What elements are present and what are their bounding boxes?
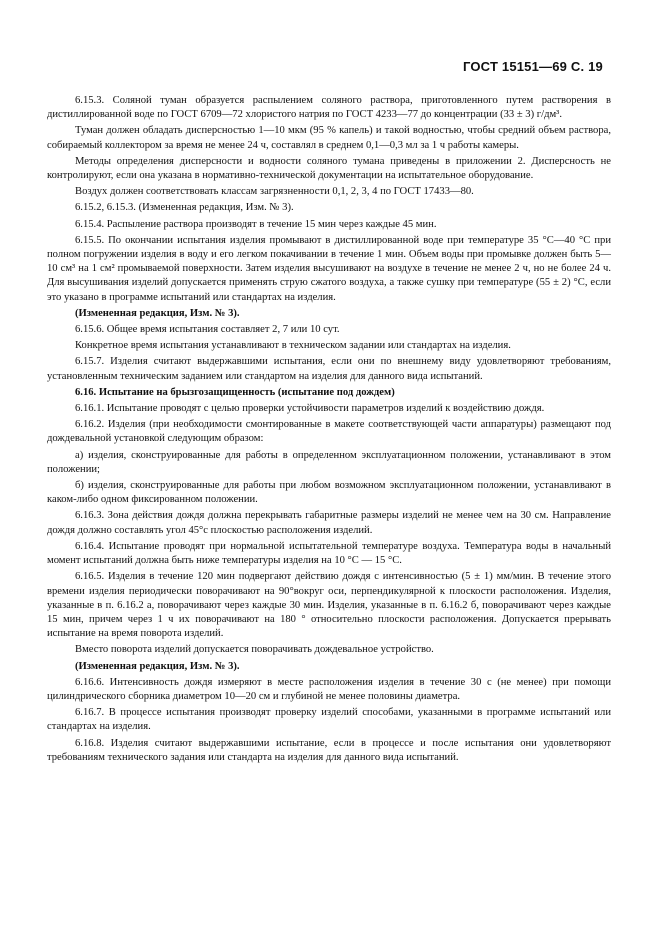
document-body bbox=[47, 94, 611, 767]
paragraph: 6.15.6. Общее время испытания составляет 2, 7 или 10 сут. bbox=[75, 324, 340, 336]
page-header: ГОСТ 15151—69 С. 19 bbox=[462, 59, 603, 74]
paragraph: Вместо поворота изделий допускается поворачивать дождевальное устройство. bbox=[75, 644, 434, 656]
paragraph: 6.16.4. Испытание проводят при нормальной испытательной температуре воздуха. Температура воды в начальный момент испытаний должна быть ниже температуры изделия на 10 °С — 15 °С. bbox=[47, 540, 611, 567]
paragraph: 6.16.7. В процессе испытания производят проверку изделий способами, указанными в программе испытаний или стандартах на изделия. bbox=[47, 707, 611, 733]
paragraph: 6.16.2. Изделия (при необходимости смонтированные в макете соответствующей части аппаратуры) размещают под дождевальной установкой следующим образом: bbox=[47, 419, 611, 445]
paragraph: 6.15.5. По окончании испытания изделия промывают в дистиллированной воде при температуре 35 °С—40 °С при полном погружении изделия в воду и его легком покачивании в течение 1 мин. Объем воды при промывке должен быть 5—10 см³ на 1 см² промываемой поверхности. Затем изделия высушивают на воздухе в течение не менее 2 ч, но не более 24 ч. Для высушивания изделий допускается применять струю сжатого воздуха, а также сушку при температуре (55 ± 2) °С, если это указано в программе испытаний или стандартах на изделия. bbox=[47, 234, 611, 303]
revision-note: (Измененная редакция, Изм. № 3). bbox=[75, 307, 240, 319]
paragraph: б) изделия, сконструированные для работы при любом возможном эксплуатационном положении, устанавливают в каком-либо одном фиксированном положении. bbox=[47, 480, 611, 506]
paragraph: Методы определения дисперсности и водности соляного тумана приведены в приложении 2. Дисперсность не контролируют, если она указана в нормативно-технической документации на испытательное оборудование. bbox=[47, 155, 611, 182]
paragraph: 6.15.2, 6.15.3. (Измененная редакция, Изм. № 3). bbox=[75, 202, 294, 214]
paragraph: 6.16.1. Испытание проводят с целью проверки устойчивости параметров изделий к воздействию дождя. bbox=[75, 403, 545, 415]
paragraph: 6.16.3. Зона действия дождя должна перекрывать габаритные размеры изделий не менее чем на 30 см. Направление дождя должно составлять угол 45°с плоскостью расположения изделий. bbox=[47, 510, 611, 536]
paragraph: Туман должен обладать дисперсностью 1—10 мкм (95 % капель) и такой водностью, чтобы средний объем раствора, собираемый коллектором за время не менее 24 ч, составлял в среднем 0,1—0,3 мл за 1 ч работы камеры. bbox=[47, 125, 611, 151]
paragraph: 6.16.8. Изделия считают выдержавшими испытание, если в процессе и после испытания они удовлетворяют требованиям технического задания или стандарта на изделия для данного вида испытаний. bbox=[47, 737, 611, 763]
paragraph: 6.16.6. Интенсивность дождя измеряют в месте расположения изделия в течение 30 с (не менее) при помощи цилиндрического сборника диаметром 10—20 см и глубиной не менее половины диаметра. bbox=[47, 676, 611, 702]
paragraph: Воздух должен соответствовать классам загрязненности 0,1, 2, 3, 4 по ГОСТ 17433—80. bbox=[75, 186, 474, 198]
paragraph: Конкретное время испытания устанавливают в техническом задании или стандартах на изделия. bbox=[75, 340, 511, 352]
paragraph: а) изделия, сконструированные для работы в определенном эксплуатационном положении, устанавливают в этом положении; bbox=[47, 449, 611, 475]
section-heading: 6.16. Испытание на брызгозащищенность (испытание под дождем) bbox=[75, 386, 395, 398]
paragraph: 6.16.5. Изделия в течение 120 мин подвергают действию дождя с интенсивностью (5 ± 1) мм/мин. В течение этого времени изделия периодически поворачивают на 90°вокруг оси, перпендикулярной к плоскости расположения. Изделия, указанные в п. 6.16.2 а, поворачивают через каждые 30 мин. Изделия, указанные в п. 6.16.2 б, поворачивают через каждые 15 мин, причем через 1 ч их поворачивают на 180 ° относительно плоскости расположения. Допускается прерывать испытание на время поворота изделий. bbox=[47, 571, 611, 640]
paragraph: 6.15.4. Распыление раствора производят в течение 15 мин через каждые 45 мин. bbox=[75, 218, 437, 230]
revision-note: (Измененная редакция, Изм. № 3). bbox=[75, 660, 240, 672]
paragraph: 6.15.3. Соляной туман образуется распылением соляного раствора, приготовленного путем растворения в дистиллированной воде по ГОСТ 6709—72 хлористого натрия по ГОСТ 4233—77 до концентрации (33 ± 3) г/дм³. bbox=[47, 95, 611, 121]
paragraph: 6.15.7. Изделия считают выдержавшими испытания, если они по внешнему виду удовлетворяют требованиям, установленным техническим заданием или стандартом на изделия для данного вида испытаний. bbox=[47, 356, 611, 382]
